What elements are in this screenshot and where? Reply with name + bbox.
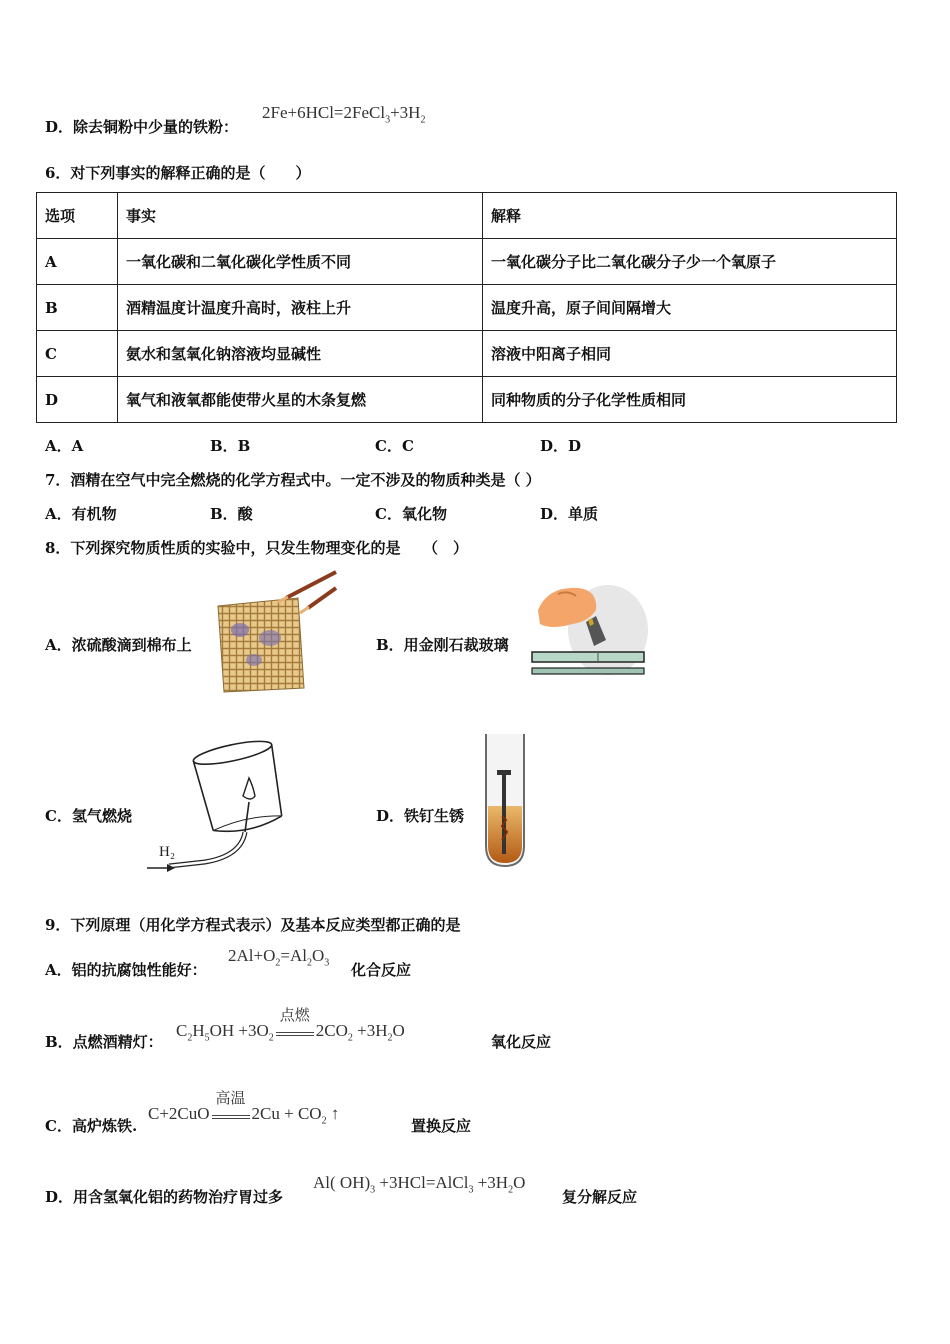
q9-option-a-label[interactable]: A．铝的抗腐蚀性能好： bbox=[45, 961, 207, 979]
header-option: 选项 bbox=[37, 193, 118, 239]
choice-d[interactable]: D．单质 bbox=[540, 505, 599, 523]
header-fact: 事实 bbox=[118, 193, 483, 239]
row-explain: 一氧化碳分子比二氧化碳分子少一个氧原子 bbox=[483, 239, 897, 285]
row-fact: 一氧化碳和二氧化碳化学性质不同 bbox=[118, 239, 483, 285]
diamond-glass-image bbox=[528, 580, 648, 690]
q9-type-a: 化合反应 bbox=[351, 961, 412, 979]
table-header-row bbox=[37, 193, 897, 239]
row-explain: 温度升高，原子间间隔增大 bbox=[483, 285, 897, 331]
choice-a[interactable]: A．有机物 bbox=[45, 505, 117, 523]
q9-equation-c: C+2CuO 高温 $2Cu + CO_2$ ↑ bbox=[148, 1091, 340, 1127]
row-fact: 氧气和液氧都能使带火星的木条复燃 bbox=[118, 377, 483, 423]
q9-type-b: 氧化反应 bbox=[491, 1033, 552, 1051]
row-option: A bbox=[37, 239, 118, 285]
q6-stem: 6．对下列事实的解释正确的是（ ） bbox=[45, 164, 311, 182]
q6-choices bbox=[45, 435, 705, 456]
q6-table bbox=[36, 192, 897, 423]
q7-stem: 7．酒精在空气中完全燃烧的化学方程式中。一定不涉及的物质种类是（ ） bbox=[45, 471, 541, 489]
table-row bbox=[37, 285, 897, 331]
h2-label: H₂ bbox=[159, 844, 176, 860]
q8-stem: 8．下列探究物质性质的实验中，只发生物理变化的是 （ ） bbox=[45, 539, 468, 557]
q9-option-b-label[interactable]: B．点燃酒精灯： bbox=[45, 1033, 163, 1051]
row-option: C bbox=[37, 331, 118, 377]
table-row bbox=[37, 377, 897, 423]
rusting-nail-image bbox=[480, 730, 530, 872]
q8-option-c[interactable]: C．氢气燃烧 bbox=[45, 807, 132, 825]
cotton-cloth-image bbox=[212, 568, 342, 693]
q9-equation-d: Al( $OH)_3$ +3HCl=AlCl$_3$ $+3H_2O$ bbox=[313, 1173, 526, 1196]
choice-d[interactable]: D．D bbox=[540, 437, 582, 455]
choice-c[interactable]: C．氧化物 bbox=[375, 505, 447, 523]
q9-type-d: 复分解反应 bbox=[562, 1188, 638, 1206]
q8-option-d[interactable]: D．铁钉生锈 bbox=[376, 807, 465, 825]
q8-option-b[interactable]: B．用金刚石裁玻璃 bbox=[376, 636, 509, 654]
condition-arrow-c: 高温 bbox=[212, 1109, 250, 1119]
header-explain: 解释 bbox=[483, 193, 897, 239]
row-fact: 氨水和氢氧化钠溶液均显碱性 bbox=[118, 331, 483, 377]
q5d-equation: $2Fe+6HCl=2FeCl_3+3H_2$ bbox=[262, 103, 426, 126]
row-option: B bbox=[37, 285, 118, 331]
q9-equation-a: $2Al+O_2=Al_2O_3$ bbox=[228, 946, 330, 969]
choice-a[interactable]: A．A bbox=[45, 437, 84, 455]
table-row bbox=[37, 331, 897, 377]
choice-c[interactable]: C．C bbox=[375, 437, 414, 455]
hydrogen-burning-image bbox=[145, 738, 295, 876]
q9-option-c-label[interactable]: C．高炉炼铁. bbox=[45, 1117, 138, 1135]
q8-option-a[interactable]: A．浓硫酸滴到棉布上 bbox=[45, 636, 192, 654]
choice-b[interactable]: B．酸 bbox=[210, 505, 253, 523]
table-row bbox=[37, 239, 897, 285]
row-option: D bbox=[37, 377, 118, 423]
q9-option-d-label[interactable]: D．用含氢氧化铝的药物治疗胃过多 bbox=[45, 1188, 284, 1206]
choice-b[interactable]: B．B bbox=[210, 437, 251, 455]
condition-arrow-b: 点燃 bbox=[276, 1026, 314, 1036]
q5d-label: D．除去铜粉中少量的铁粉： bbox=[45, 118, 239, 136]
q9-equation-b: $C_2H_5OH +3O_2$ 点燃 $2CO_2 +3H_2O$ bbox=[176, 1008, 405, 1044]
row-explain: 同种物质的分子化学性质相同 bbox=[483, 377, 897, 423]
q9-type-c: 置换反应 bbox=[411, 1117, 472, 1135]
q7-choices bbox=[45, 503, 705, 524]
q9-stem: 9．下列原理（用化学方程式表示）及基本反应类型都正确的是 bbox=[45, 916, 461, 934]
row-explain: 溶液中阳离子相同 bbox=[483, 331, 897, 377]
row-fact: 酒精温度计温度升高时，液柱上升 bbox=[118, 285, 483, 331]
